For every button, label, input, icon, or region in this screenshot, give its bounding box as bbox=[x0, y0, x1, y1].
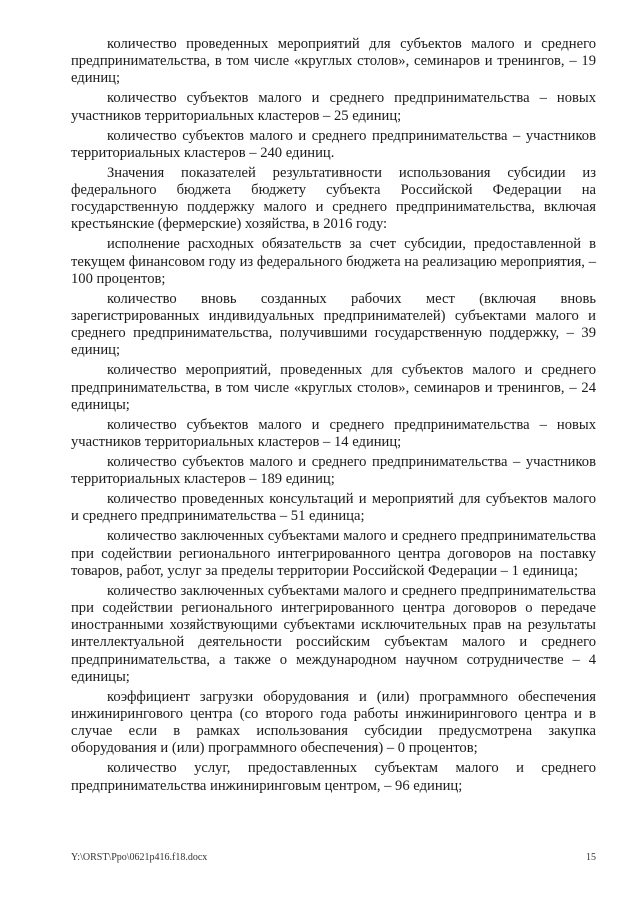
paragraph-13: коэффициент загрузки оборудования и (или) программного обеспечения инжинирингового центра (со второго года работы инжинирингового центра и в случае если в рамках использования субсидии предусмотрена закупка оборудования и (или) программного обеспечения) – 0 процентов; bbox=[71, 688, 596, 757]
paragraph-1: количество проведенных мероприятий для субъектов малого и среднего предпринимательства, в том числе «круглых столов», семинаров и тренингов, – 19 единиц; bbox=[71, 36, 596, 87]
paragraph-10: количество проведенных консультаций и мероприятий для субъектов малого и среднего предпринимательства – 51 единица; bbox=[71, 491, 596, 525]
paragraph-5: исполнение расходных обязательств за счет субсидии, предоставленной в текущем финансовом году из федерального бюджета на реализацию мероприятия, – 100 процентов; bbox=[71, 236, 596, 287]
paragraph-12: количество заключенных субъектами малого и среднего предпринимательства при содействии регионального интегрированного центра договоров о передаче иностранными хозяйствующими субъектами исключительных прав на результаты интеллектуальной деятельности российским субъектам малого и среднего предпринимательства, а также о международном научном сотрудничестве – 4 единицы; bbox=[71, 582, 596, 685]
paragraph-4: Значения показателей результативности использования субсидии из федерального бюджета бюджету субъекта Российской Федерации на государственную поддержку малого и среднего предпринимательства, включая крестьянские (фермерские) хозяйства, в 2016 году: bbox=[71, 164, 596, 233]
paragraph-11: количество заключенных субъектами малого и среднего предпринимательства при содействии регионального интегрированного центра договоров на поставку товаров, работ, услуг за пределы территории Российской Федерации – 1 единица; bbox=[71, 528, 596, 579]
paragraph-6: количество вновь созданных рабочих мест (включая вновь зарегистрированных индивидуальных предпринимателей) субъектами малого и среднего предпринимательства, получившими государственную поддержку, – 39 единиц; bbox=[71, 290, 596, 359]
paragraph-9: количество субъектов малого и среднего предпринимательства – участников территориальных кластеров – 189 единиц; bbox=[71, 454, 596, 488]
document-body bbox=[71, 36, 596, 798]
paragraph-7: количество мероприятий, проведенных для субъектов малого и среднего предпринимательства, в том числе «круглых столов», семинаров и тренингов, – 24 единицы; bbox=[71, 362, 596, 413]
paragraph-2: количество субъектов малого и среднего предпринимательства – новых участников территориальных кластеров – 25 единиц; bbox=[71, 90, 596, 124]
paragraph-8: количество субъектов малого и среднего предпринимательства – новых участников территориальных кластеров – 14 единиц; bbox=[71, 416, 596, 451]
footer-file-path: Y:\ORST\Ppo\0621p416.f18.docx bbox=[71, 852, 208, 863]
page-number: 15 bbox=[586, 852, 596, 863]
paragraph-3: количество субъектов малого и среднего предпринимательства – участников территориальных кластеров – 240 единиц. bbox=[71, 127, 596, 161]
paragraph-14: количество услуг, предоставленных субъектам малого и среднего предпринимательства инжиниринговым центром, – 96 единиц; bbox=[71, 760, 596, 794]
